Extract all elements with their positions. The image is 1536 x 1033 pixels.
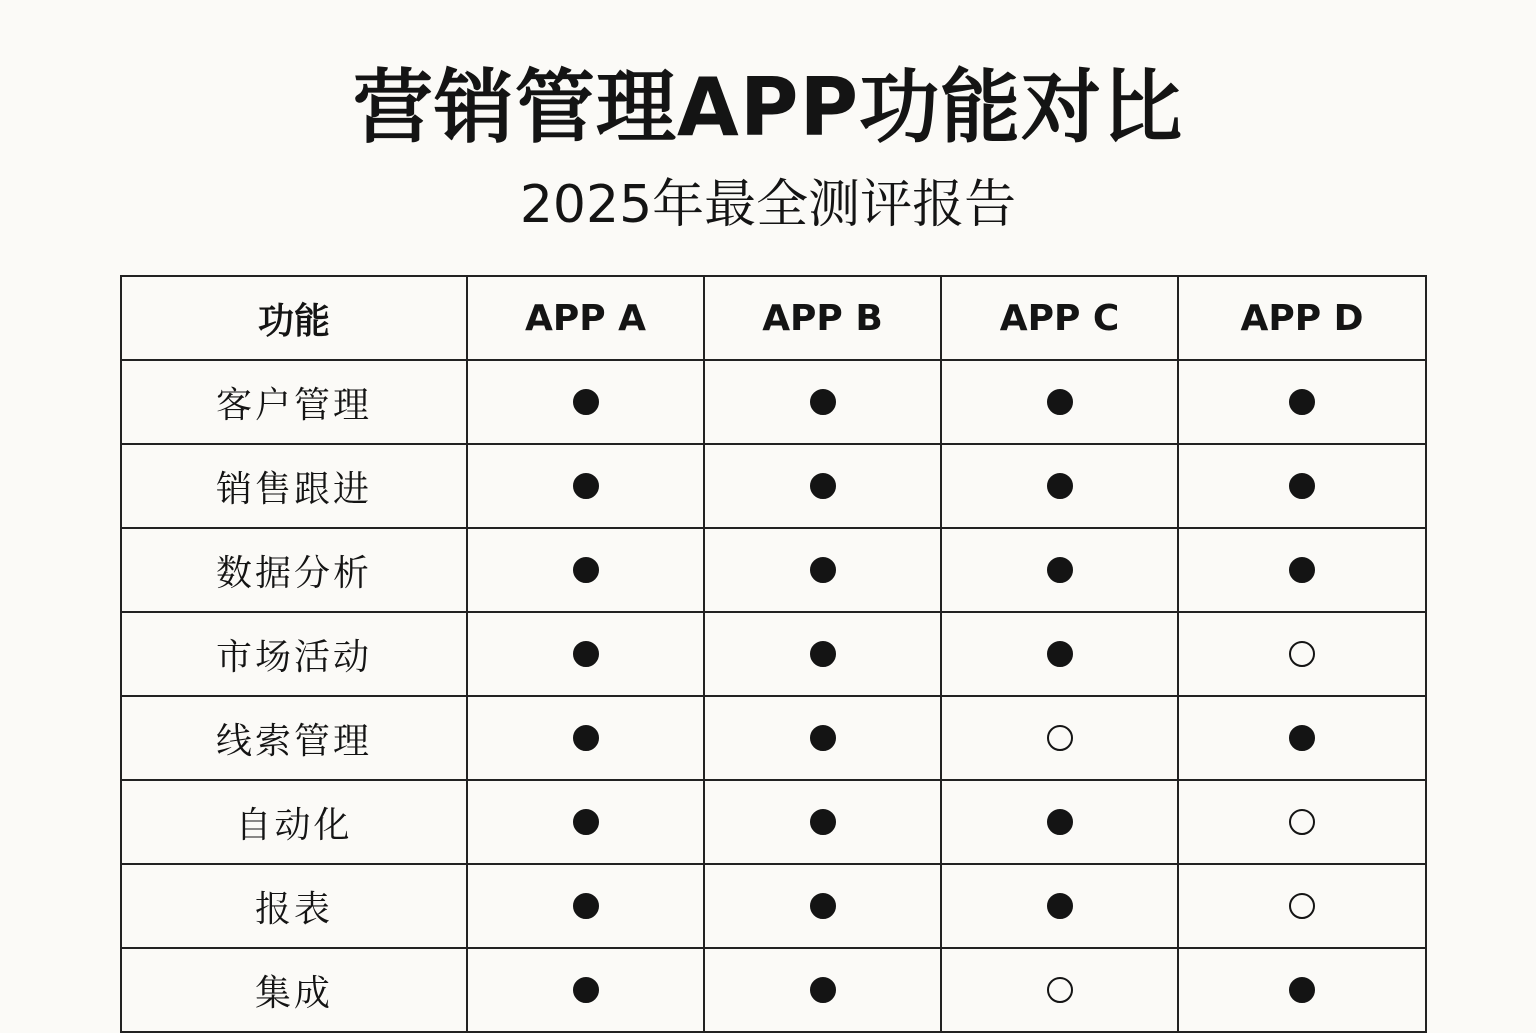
support-cell (704, 360, 941, 444)
support-cell (704, 696, 941, 780)
filled-circle-icon (573, 893, 599, 919)
filled-circle-icon (810, 977, 836, 1003)
filled-circle-icon (573, 977, 599, 1003)
support-cell (941, 948, 1178, 1032)
support-cell (1178, 360, 1426, 444)
feature-label: 客户管理 (121, 360, 467, 444)
feature-label: 自动化 (121, 780, 467, 864)
filled-circle-icon (573, 473, 599, 499)
table-row (121, 780, 1426, 864)
table-row (121, 864, 1426, 948)
support-cell (704, 864, 941, 948)
filled-circle-icon (1289, 557, 1315, 583)
support-cell (467, 528, 704, 612)
filled-circle-icon (810, 641, 836, 667)
filled-circle-icon (1289, 977, 1315, 1003)
table-body (121, 360, 1426, 1032)
feature-label: 集成 (121, 948, 467, 1032)
empty-circle-icon (1047, 977, 1073, 1003)
filled-circle-icon (573, 641, 599, 667)
table-row (121, 444, 1426, 528)
column-header-app-d: APP D (1178, 276, 1426, 360)
feature-label: 销售跟进 (121, 444, 467, 528)
page-subtitle: 2025年最全测评报告 (519, 175, 1017, 235)
column-header-feature: 功能 (121, 276, 467, 360)
feature-label: 线索管理 (121, 696, 467, 780)
support-cell (704, 444, 941, 528)
support-cell (467, 864, 704, 948)
empty-circle-icon (1047, 725, 1073, 751)
column-header-app-c: APP C (941, 276, 1178, 360)
column-header-app-a: APP A (467, 276, 704, 360)
header-row (121, 276, 1426, 360)
table-row (121, 612, 1426, 696)
column-header-app-b: APP B (704, 276, 941, 360)
filled-circle-icon (810, 809, 836, 835)
support-cell (941, 444, 1178, 528)
support-cell (467, 948, 704, 1032)
empty-circle-icon (1289, 893, 1315, 919)
support-cell (941, 780, 1178, 864)
filled-circle-icon (810, 473, 836, 499)
support-cell (1178, 864, 1426, 948)
empty-circle-icon (1289, 641, 1315, 667)
support-cell (467, 780, 704, 864)
filled-circle-icon (1047, 389, 1073, 415)
filled-circle-icon (1047, 809, 1073, 835)
filled-circle-icon (573, 557, 599, 583)
table-row (121, 360, 1426, 444)
support-cell (467, 612, 704, 696)
feature-label: 数据分析 (121, 528, 467, 612)
filled-circle-icon (810, 557, 836, 583)
support-cell (467, 444, 704, 528)
support-cell (704, 528, 941, 612)
support-cell (941, 528, 1178, 612)
page-title: 营销管理APP功能对比 (352, 61, 1184, 154)
support-cell (941, 360, 1178, 444)
filled-circle-icon (1289, 473, 1315, 499)
filled-circle-icon (1047, 641, 1073, 667)
support-cell (1178, 528, 1426, 612)
support-cell (1178, 612, 1426, 696)
support-cell (704, 780, 941, 864)
table-row (121, 948, 1426, 1032)
filled-circle-icon (1289, 389, 1315, 415)
filled-circle-icon (1047, 473, 1073, 499)
table-row (121, 528, 1426, 612)
comparison-table (120, 275, 1427, 1033)
filled-circle-icon (1047, 893, 1073, 919)
support-cell (704, 612, 941, 696)
filled-circle-icon (810, 893, 836, 919)
support-cell (941, 612, 1178, 696)
feature-label: 市场活动 (121, 612, 467, 696)
support-cell (704, 948, 941, 1032)
support-cell (467, 360, 704, 444)
filled-circle-icon (810, 389, 836, 415)
filled-circle-icon (810, 725, 836, 751)
support-cell (467, 696, 704, 780)
support-cell (941, 864, 1178, 948)
filled-circle-icon (573, 809, 599, 835)
filled-circle-icon (573, 725, 599, 751)
support-cell (1178, 948, 1426, 1032)
filled-circle-icon (573, 389, 599, 415)
filled-circle-icon (1289, 725, 1315, 751)
filled-circle-icon (1047, 557, 1073, 583)
support-cell (1178, 780, 1426, 864)
feature-label: 报表 (121, 864, 467, 948)
support-cell (1178, 696, 1426, 780)
support-cell (1178, 444, 1426, 528)
table-row (121, 696, 1426, 780)
empty-circle-icon (1289, 809, 1315, 835)
support-cell (941, 696, 1178, 780)
